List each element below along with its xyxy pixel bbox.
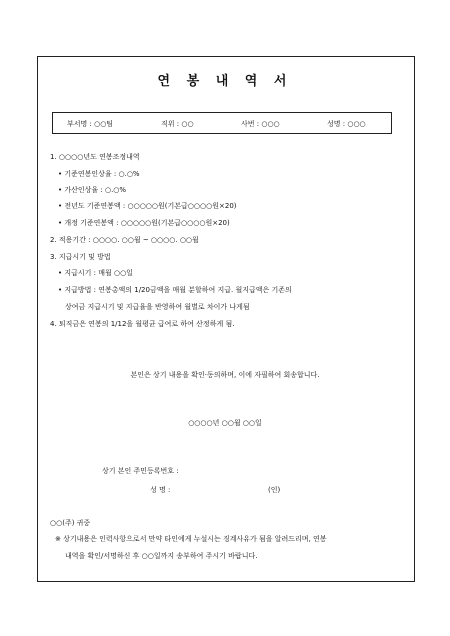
confidentiality-note-line-1: ※ 상기내용은 인력사항으로서 만약 타인에게 누설시는 징계사유가 됨을 알려드리며, 연봉 (55, 535, 327, 543)
document-title: 연 봉 내 역 서 (157, 74, 293, 89)
section-2-period: 2. 적용기간 : ○○○○. ○○월 ~ ○○○○. ○○월 (50, 236, 199, 244)
employee-no-field: 사번 : ○○○ (241, 120, 280, 128)
signer-name-label: 성 명 : (150, 486, 171, 494)
additional-raise-rate: • 가산인상율 : ○.○% (58, 186, 127, 194)
section-3-heading: 3. 지급시기 및 방법 (50, 253, 111, 261)
payment-method-line-2: 상여금 지급시기 및 지급율을 반영하여 월별로 차이가 나게됨 (65, 303, 250, 311)
recipient-company: ○○(주) 귀중 (50, 519, 91, 527)
section-1-heading: 1. ○○○○년도 연봉조정내역 (50, 153, 140, 161)
confirmation-statement: 본인은 상기 내용을 확인·동의하며, 이에 자필하여 회송합니다. (130, 371, 320, 379)
name-field: 성명 : ○○○ (327, 120, 366, 128)
payment-date: • 지급시기 : 매월 ○○일 (58, 269, 133, 277)
confidentiality-note-line-2: 내역을 확인/서명하신 후 ○○일까지 송부하여 주시기 바랍니다. (65, 552, 258, 560)
revised-base-salary: • 개정 기준연봉액 : ○○○○○원(기본급○○○○원×20) (58, 219, 230, 227)
section-4-severance: 4. 퇴직금은 연봉의 1/12을 월평균 급여로 하여 산정하게 됨. (50, 320, 235, 328)
previous-base-salary: • 전년도 기준연봉액 : ○○○○○원(기본급○○○○원×20) (58, 202, 237, 210)
dept-field: 부서명 : ○○팀 (67, 120, 114, 128)
resident-id-label: 상기 본인 주민등록번호 : (102, 467, 179, 475)
document-date: ○○○○년 ○○월 ○○일 (188, 419, 262, 427)
base-raise-rate: • 기준연봉인상율 : ○.○% (58, 170, 140, 178)
seal-mark: (인) (268, 486, 281, 494)
payment-method-line-1: • 지급방법 : 연봉총액의 1/20금액을 매월 분할하여 지급. 월지급액은 기존의 (58, 286, 292, 294)
position-field: 직위 : ○○ (161, 120, 194, 128)
employee-info-box (52, 112, 392, 134)
